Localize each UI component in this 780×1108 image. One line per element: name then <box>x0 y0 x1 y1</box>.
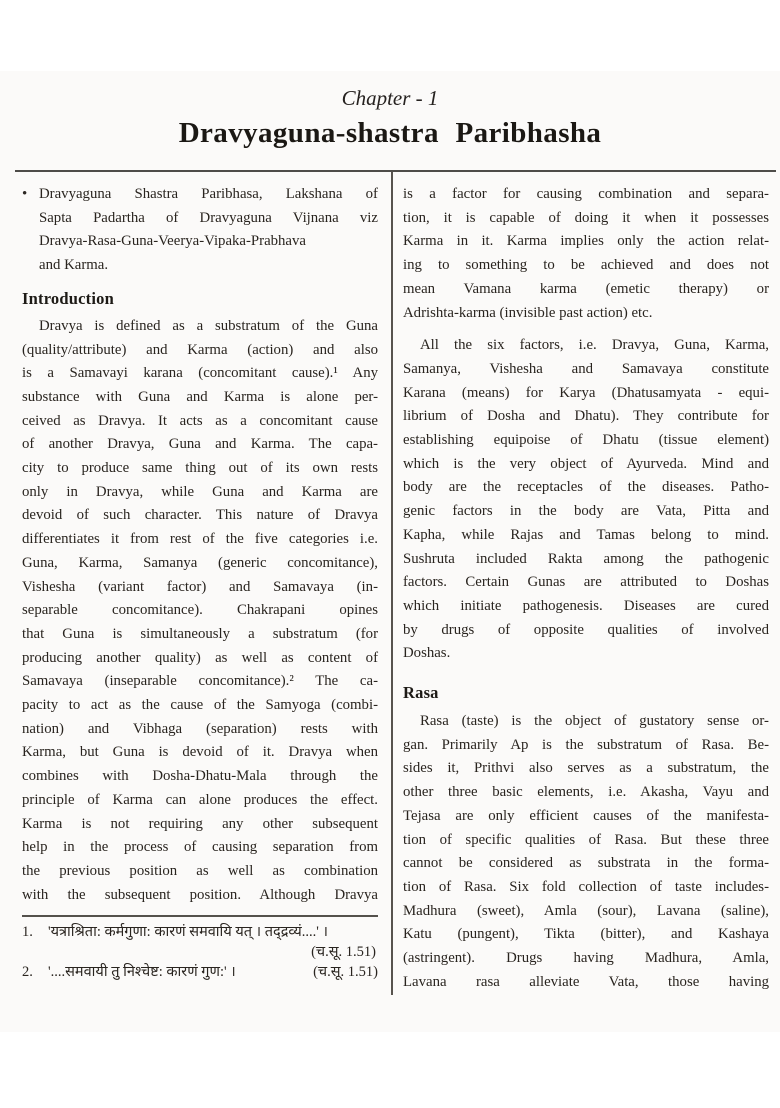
text-line: that Guna is simultaneously a substratum (for <box>22 625 378 642</box>
text-line: which initiate pathogenesis. Diseases are cured <box>403 597 769 614</box>
text-line: city to produce same thing out of its own rests <box>22 460 378 477</box>
text-line: Katu (pungent), Tikta (bitter), and Kashaya <box>403 926 769 943</box>
text-line: help in the process of causing separation from <box>22 839 378 856</box>
footnote-1-number: 1. <box>22 924 33 941</box>
six-factors-paragraph <box>403 334 769 666</box>
text-line: devoid of such character. This nature of Dravya <box>22 507 378 524</box>
right-column <box>391 172 776 995</box>
text-line: sides it, Prithvi also serves as a substratum, the <box>403 760 769 777</box>
text-line: establishing equipoise of Dhatu (tissue element) <box>403 432 769 449</box>
text-line: substance with Guna and Karma is alone per- <box>22 388 378 405</box>
text-line: tion of Rasa. Six fold collection of taste includes- <box>403 878 769 895</box>
footnote-1-citation: 'यत्राश्रिता: कर्मगुणा: कारणं समवायि यत् । तद्द्रव्यं....' । <box>48 924 329 941</box>
text-line: Lavana rasa alleviate Vata, those having <box>403 973 769 990</box>
text-line: tion, it is capable of doing it when it possesses <box>403 209 769 226</box>
text-line: Guna, Karma, Samanya (generic concomitance), <box>22 554 378 571</box>
footnote-2-text <box>22 962 236 982</box>
bullet-icon: • <box>22 186 28 202</box>
text-line: genic factors in the body are Vata, Pitta and <box>403 503 769 520</box>
text-line: factors. Certain Gunas are attributed to Doshas <box>403 574 769 591</box>
text-line: Adrishta-karma (invisible past action) etc. <box>403 304 653 321</box>
text-line: which is the very object of Ayurveda. Mind and <box>403 455 769 472</box>
text-line: cannot be considered as substrata in the forma- <box>403 855 769 872</box>
footnote-2-citation: '....समवायी तु निश्चेष्ट: कारणं गुण:' । <box>48 964 236 981</box>
text-line: Tejasa are only efficient causes of the manifesta- <box>403 807 769 824</box>
text-line: the previous position as well as combination <box>22 862 378 879</box>
text-line: librium of Dosha and Dhatu). They contribute for <box>403 408 769 425</box>
text-line: Rasa (taste) is the object of gustatory sense or- <box>420 713 769 730</box>
two-column-body <box>15 172 776 995</box>
text-line: separable concomitance). Chakrapani opines <box>22 602 378 619</box>
text-line: Dravyaguna Shastra Paribhasa, Lakshana of <box>39 186 378 202</box>
text-line: Karma, but Guna is devoid of it. Dravya when <box>22 744 378 761</box>
text-line: differentiates it from rest of the five categories i.e. <box>22 531 378 548</box>
text-line: Karma in it. Karma implies only the action relat- <box>403 233 769 250</box>
text-line: mean Vamana karma (emetic therapy) or <box>403 280 769 297</box>
text-line: Karana (means) for Karya (Dhatusamyata - equi- <box>403 384 769 401</box>
summary-bullet-item <box>22 183 378 278</box>
footnote-2 <box>22 962 378 982</box>
text-line: ing to something to be achieved and does not <box>403 257 769 274</box>
text-line: ceived as Dravya. It acts as a concomitant cause <box>22 412 378 429</box>
text-line: principle of Karma can alone produces the effect. <box>22 791 378 808</box>
text-line: gan. Primarily Ap is the substratum of Rasa. Be- <box>403 736 769 753</box>
chapter-heading: Chapter - 1 <box>341 86 439 110</box>
footnote-2-number: 2. <box>22 964 33 981</box>
text-line: is a factor for causing combination and separa- <box>403 186 769 202</box>
continuation-paragraph <box>403 183 769 325</box>
text-line: producing another quality) as well as content of <box>22 649 378 666</box>
text-line: All the six factors, i.e. Dravya, Guna, Karma, <box>420 337 769 354</box>
page-title: Dravyaguna-shastra Paribhasha <box>178 117 602 149</box>
footnote-1-text <box>22 922 378 942</box>
introduction-heading: Introduction <box>22 288 114 308</box>
text-line: Kapha, while Rajas and Tamas belong to mind. <box>403 526 769 543</box>
text-line: Dravya-Rasa-Guna-Veerya-Vipaka-Prabhava <box>39 233 306 250</box>
footnote-2-reference: (च.सू. 1.51) <box>313 964 378 981</box>
text-line: with the subsequent position. Although Dravya <box>22 886 378 903</box>
footnote-separator-rule <box>22 915 378 917</box>
text-line: Doshas. <box>403 645 451 662</box>
rasa-heading: Rasa <box>403 683 439 703</box>
left-column <box>15 172 391 995</box>
text-line: other three basic elements, i.e. Akasha, Vayu and <box>403 784 769 801</box>
text-line: (quality/attribute) and Karma (action) and also <box>22 341 378 358</box>
text-line: Karma is not requiring any other subsequent <box>22 815 378 832</box>
text-line: (astringent). Drugs having Madhura, Amla, <box>403 950 769 967</box>
footnotes-section <box>22 922 378 982</box>
text-line: Samanya, Vishesha and Samavaya constitute <box>403 360 769 377</box>
text-line: nation) and Vibhaga (separation) rests with <box>22 720 378 737</box>
footnote-1-reference: (च.सू. 1.51) <box>311 944 376 961</box>
text-line: and Karma. <box>39 257 109 274</box>
introduction-paragraph <box>22 315 378 908</box>
text-line: Madhura (sweet), Amla (sour), Lavana (saline), <box>403 902 769 919</box>
footnote-1 <box>22 922 378 962</box>
text-line: tion of specific qualities of Rasa. But these three <box>403 831 769 848</box>
rasa-paragraph <box>403 710 769 994</box>
text-line: combines with Dosha-Dhatu-Mala through the <box>22 768 378 785</box>
text-line: of another Dravya, Guna and Karma. The capa- <box>22 436 378 453</box>
text-line: Samavaya (inseparable concomitance).² The ca- <box>22 673 378 690</box>
text-line: Dravya is defined as a substratum of the Guna <box>39 317 378 334</box>
text-line: only in Dravya, while Guna and Karma are <box>22 483 378 500</box>
text-line: body are the receptacles of the diseases. Patho- <box>403 479 769 496</box>
text-line: Vishesha (variant factor) and Samavaya (in- <box>22 578 378 595</box>
text-line: Sushruta included Rakta among the pathogenic <box>403 550 769 567</box>
text-line: Sapta Padartha of Dravyaguna Vijnana viz <box>39 209 378 226</box>
summary-bullet-text <box>39 183 378 278</box>
text-line: by drugs of opposite qualities of involved <box>403 621 769 638</box>
text-line: is a Samavayi karana (concomitant cause).¹ Any <box>22 365 378 382</box>
text-line: pacity to act as the cause of the Samyoga (combi- <box>22 697 378 714</box>
